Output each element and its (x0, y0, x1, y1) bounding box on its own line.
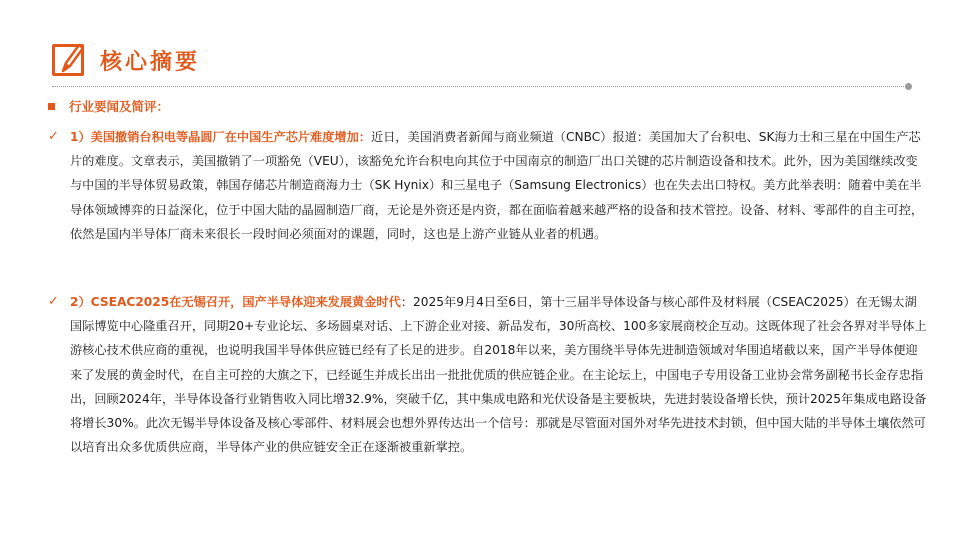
news-item (48, 125, 928, 246)
header-divider (52, 86, 908, 87)
news-item-number: 1） (70, 130, 91, 144)
news-item-paragraph (70, 125, 928, 246)
divider-end-dot (905, 83, 912, 90)
news-item-headline: CSEAC2025在无锡召开，国产半导体迎来发展黄金时代 (90, 295, 401, 309)
news-item (48, 290, 928, 459)
page-title: 核心摘要 (100, 49, 201, 75)
news-item-body: 近日，美国消费者新闻与商业频道（CNBC）报道：美国加大了台积电、SK海力士和三星在中国生产芯片的难度。文章表示，美国撤销了一项豁免（VEU），该豁免允许台积电向其位于中国南京的制造厂出口关键的芯片制造设备和技术。此外，因为美国继续改变与中国的半导体贸易政策，韩国存储芯片制造商海力士（SK Hynix）和三星电子（Samsung Electronics）也在失去出口特权。美方此举表明：随着中美在半导体领域博弈的日益深化，位于中国大陆的晶圆制造厂商，无论是外资还是内资，都在面临着越来越严格的设备和技术管控。设备、材料、零部件的自主可控，依然是国内半导体厂商未来很长一段时间必须面对的课题，同时，这也是上游产业链从业者的机遇。 (70, 130, 924, 241)
header (52, 42, 912, 90)
section-heading (48, 97, 169, 115)
square-icon (48, 103, 55, 110)
news-item-number: 2） (70, 295, 91, 309)
news-item-body: ：2025年9月4日至6日，第十三届半导体设备与核心部件及材料展（CSEAC2025）在无锡太湖国际博览中心隆重召开，同期20+专业论坛、多场圆桌对话、上下游企业对接、新品发布，30所高校、100多家展商校企互动。这既体现了社会各界对半导体上游核心技术供应商的重视，也说明我国半导体供应链已经有了长足的进步。自2018年以来，美方围绕半导体先进制造领域对华围追堵截以来，国产半导体便迎来了发展的黄金时代，在自主可控的大旗之下，已经诞生并成长出出一批批优质的供应链企业。在主论坛上，中国电子专用设备工业协会常务副秘书长金存忠指出，回顾2024年，半导体设备行业销售收入同比增32.9%，突破千亿，其中集成电路和光伏设备是主要板块，先进封装设备增长快，预计2025年集成电路设备将增长30%。此次无锡半导体设备及核心零部件、材料展会也想外界传达出一个信号：那就是尽管面对国外对华先进技术封锁，但中国大陆的半导体土壤依然可以培育出众多优质供应商，半导体产业的供应链安全正在逐渐被重新掌控。 (70, 295, 927, 455)
news-item-paragraph (70, 290, 928, 459)
check-icon: ✓ (48, 294, 59, 309)
news-item-headline: 美国撤销台积电等晶圆厂在中国生产芯片难度增加： (90, 130, 371, 144)
edit-pencil-icon (52, 44, 84, 76)
check-icon: ✓ (48, 129, 59, 144)
section-label-text: 行业要闻及简评： (69, 99, 170, 114)
